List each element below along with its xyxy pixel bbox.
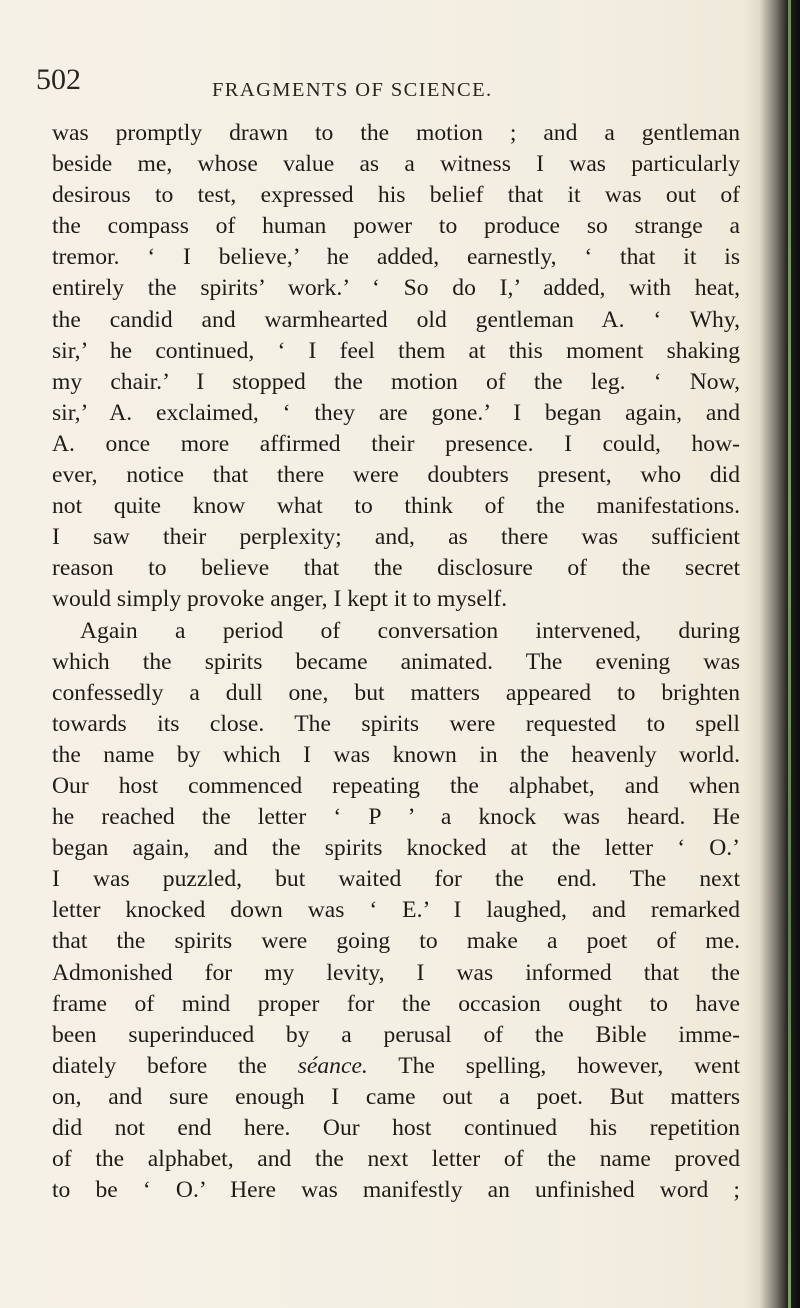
text-line: began again, and the spirits knocked at the letter ‘ O.’ bbox=[52, 835, 740, 862]
page-number: 502 bbox=[36, 63, 81, 96]
text-line: to be ‘ O.’ Here was manifestly an unfinished word ; bbox=[52, 1177, 740, 1204]
binding-edge bbox=[788, 0, 791, 1308]
italic-word: séance. bbox=[297, 1052, 368, 1079]
text-line: sir,’ he continued, ‘ I feel them at this moment shaking bbox=[52, 337, 740, 364]
text-line: beside me, whose value as a witness I was particularly bbox=[52, 151, 740, 178]
text-line: would simply provoke anger, I kept it to myself. bbox=[52, 586, 508, 613]
text-line: of the alphabet, and the next letter of the name proved bbox=[52, 1146, 740, 1173]
text-line: my chair.’ I stopped the motion of the leg. ‘ Now, bbox=[52, 368, 740, 395]
text-line: tremor. ‘ I believe,’ he added, earnestly, ‘ that it is bbox=[52, 244, 740, 271]
text-line: been superinduced by a perusal of the Bible imme- bbox=[52, 1021, 740, 1048]
text-line: reason to believe that the disclosure of the secret bbox=[52, 555, 740, 582]
text-line: A. once more affirmed their presence. I could, how- bbox=[52, 430, 740, 457]
binding-shadow bbox=[744, 0, 800, 1308]
text-line: desirous to test, expressed his belief that it was out of bbox=[52, 182, 740, 209]
line-end: The spelling, however, went bbox=[398, 1052, 740, 1079]
text-line: on, and sure enough I came out a poet. But matters bbox=[52, 1083, 740, 1110]
text-line: Admonished for my levity, I was informed that the bbox=[52, 959, 740, 986]
text-line: the compass of human power to produce so strange a bbox=[52, 213, 740, 240]
text-line: that the spirits were going to make a poet of me. bbox=[52, 928, 740, 955]
text-line: towards its close. The spirits were requested to spell bbox=[52, 710, 740, 737]
running-title: FRAGMENTS OF SCIENCE. bbox=[212, 79, 493, 101]
text-line: I saw their perplexity; and, as there was sufficient bbox=[52, 524, 740, 551]
paragraph-first-line: Again a period of conversation intervened, during bbox=[80, 617, 740, 644]
text-line: ever, notice that there were doubters present, who did bbox=[52, 462, 740, 489]
text-line: was promptly drawn to the motion ; and a gentleman bbox=[52, 120, 740, 146]
text-line: did not end here. Our host continued his repetition bbox=[52, 1115, 740, 1141]
text-line-with-italic bbox=[52, 1051, 740, 1082]
text-line: the candid and warmhearted old gentleman A. ‘ Why, bbox=[52, 306, 740, 333]
text-line: sir,’ A. exclaimed, ‘ they are gone.’ I began again, and bbox=[52, 399, 740, 426]
text-line: he reached the letter ‘ P ’ a knock was heard. He bbox=[52, 804, 740, 831]
text-line: frame of mind proper for the occasion ought to have bbox=[52, 990, 740, 1017]
text-line: not quite know what to think of the manifestations. bbox=[52, 493, 740, 520]
text-line: entirely the spirits’ work.’ ‘ So do I,’ added, with heat, bbox=[52, 275, 740, 302]
body-text bbox=[52, 118, 740, 1206]
text-line: confessedly a dull one, but matters appeared to brighten bbox=[52, 679, 740, 706]
text-line: I was puzzled, but waited for the end. The next bbox=[52, 866, 740, 893]
line-start: diately before the bbox=[52, 1052, 267, 1079]
text-line: which the spirits became animated. The evening was bbox=[52, 648, 740, 675]
page-header bbox=[0, 60, 800, 100]
text-line: the name by which I was known in the heavenly world. bbox=[52, 741, 740, 768]
text-line: Our host commenced repeating the alphabet, and when bbox=[52, 772, 740, 799]
text-line: letter knocked down was ‘ E.’ I laughed, and remarked bbox=[52, 897, 740, 924]
